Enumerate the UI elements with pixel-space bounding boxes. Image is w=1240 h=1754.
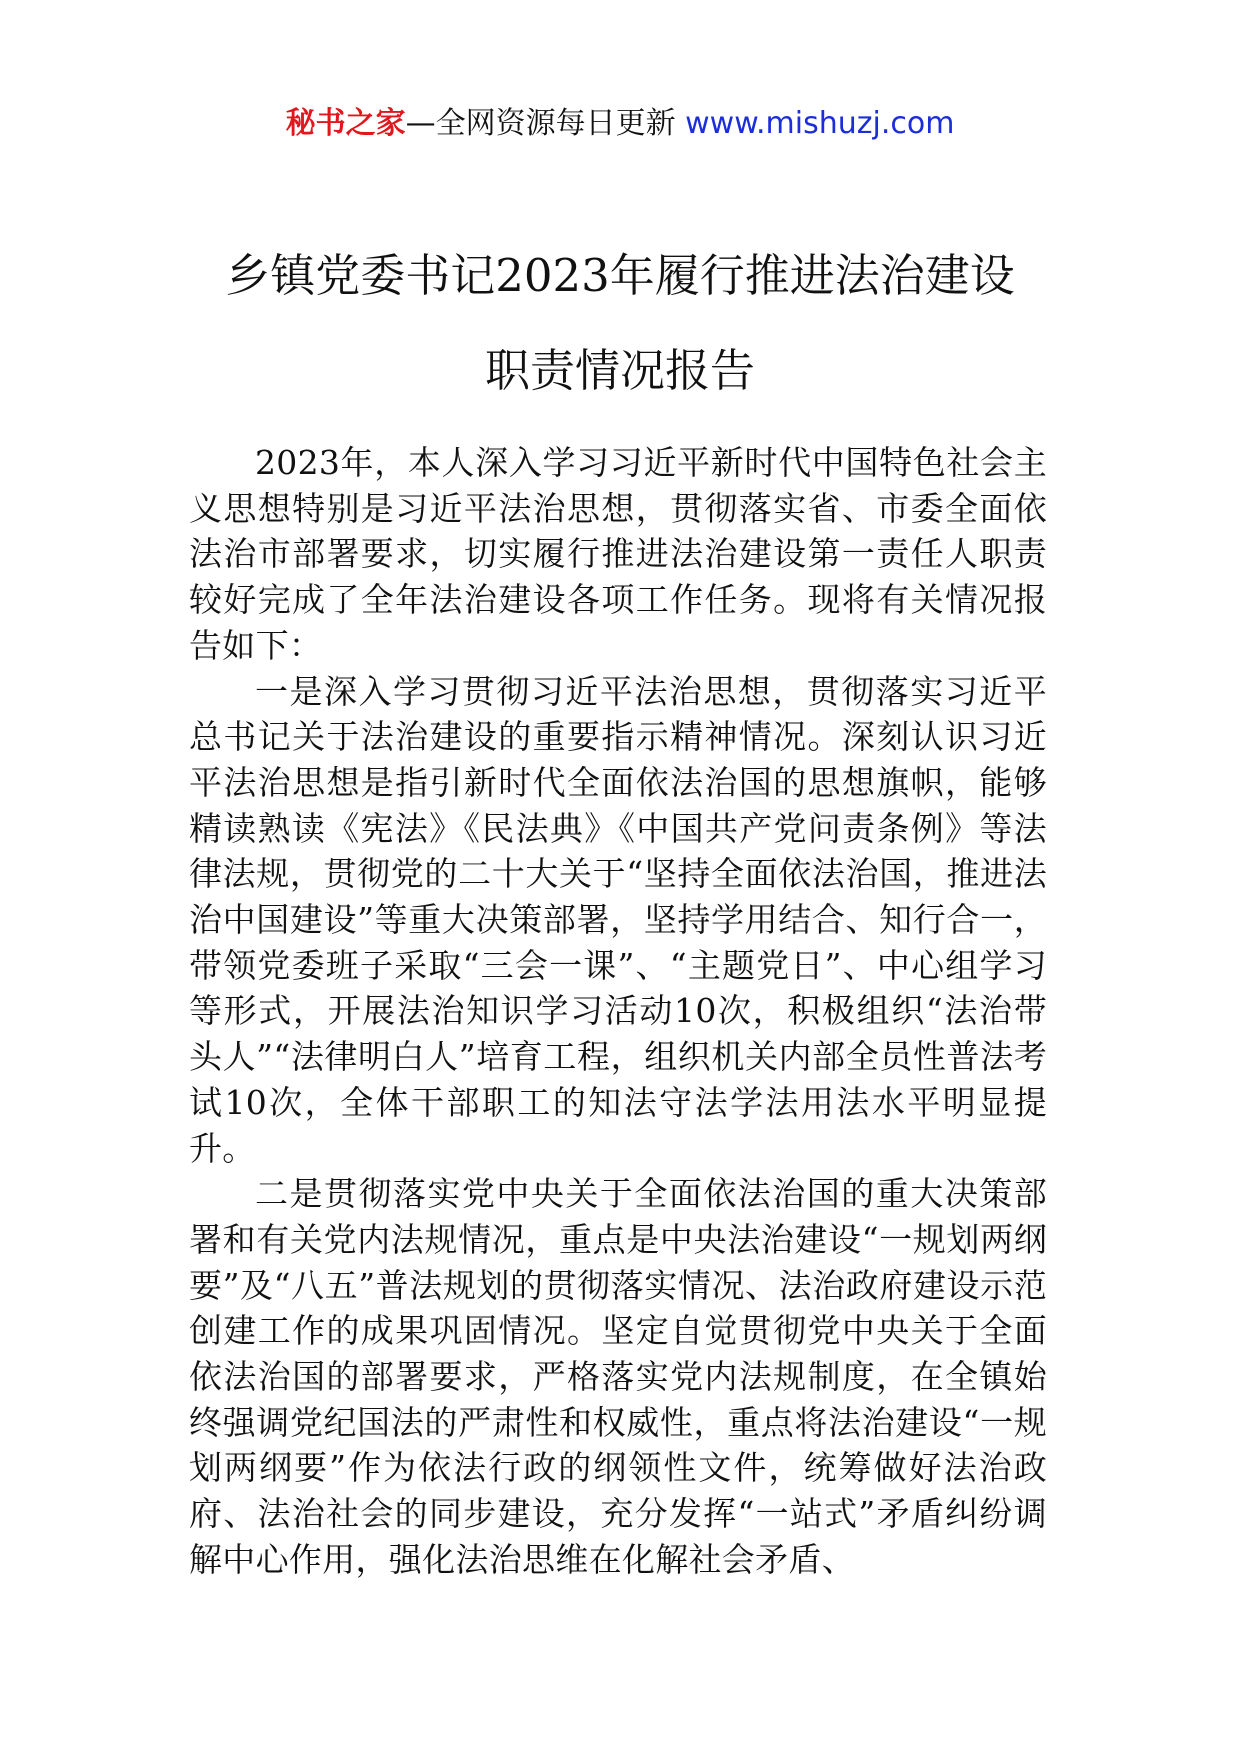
document-title (120, 228, 1120, 418)
paragraph-point-one: 一是深入学习贯彻习近平法治思想，贯彻落实习近平总书记关于法治建设的重要指示精神情况。深刻认识习近平法治思想是指引新时代全面依法治国的思想旗帜，能够精读熟读《宪法》《民法典》《中国共产党问责条例》等法律法规，贯彻党的二十大关于“坚持全面依法治国，推进法治中国建设”等重大决策部署，坚持学用结合、知行合一，带领党委班子采取“三会一课”、“主题党日”、中心组学习等形式，开展法治知识学习活动10次，积极组织“法治带头人”“法律明白人”培育工程，组织机关内部全员性普法考试10次，全体干部职工的知法守法学法用法水平明显提升。 (189, 671, 1047, 1168)
paragraph-intro: 2023年，本人深入学习习近平新时代中国特色社会主义思想特别是习近平法治思想，贯彻落实省、市委全面依法治市部署要求，切实履行推进法治建设第一责任人职责较好完成了全年法治建设各项工作任务。现将有关情况报告如下： (189, 443, 1047, 665)
title-line-2: 职责情况报告 (484, 344, 755, 397)
title-line-1: 乡镇党委书记2023年履行推进法治建设 (225, 249, 1015, 302)
document-body (189, 440, 1047, 1583)
site-url-link[interactable]: www.mishuzj.com (685, 106, 955, 141)
paragraph-point-two: 二是贯彻落实党中央关于全面依法治国的重大决策部署和有关党内法规情况，重点是中央法治建设“一规划两纲要”及“八五”普法规划的贯彻落实情况、法治政府建设示范创建工作的成果巩固情况。坚定自觉贯彻党中央关于全面依法治国的部署要求，严格落实党内法规制度，在全镇始终强调党纪国法的严肃性和权威性，重点将法治建设“一规划两纲要”作为依法行政的纲领性文件，统筹做好法治政府、法治社会的同步建设，充分发挥“一站式”矛盾纠纷调解中心作用，强化法治思维在化解社会矛盾、 (189, 1174, 1047, 1579)
brand-name: 秘书之家 (285, 106, 406, 141)
banner-slogan: —全网资源每日更新 (405, 106, 676, 141)
site-banner (0, 100, 1240, 148)
